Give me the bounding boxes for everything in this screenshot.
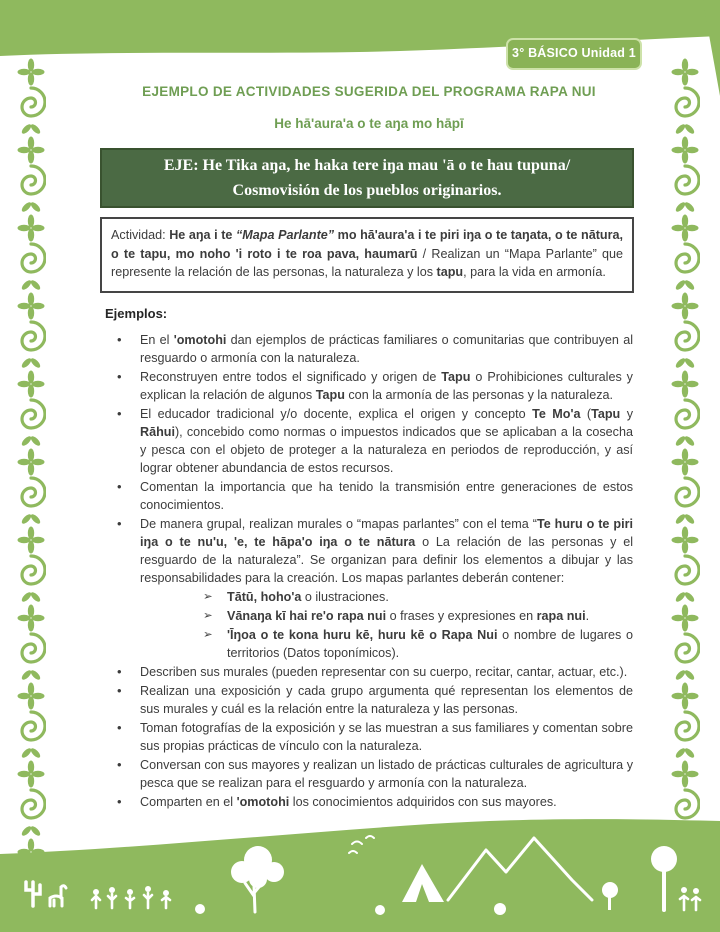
- bullet-icon: •: [117, 479, 122, 494]
- people-head: [145, 886, 151, 892]
- text-segment: Rāhui: [140, 425, 175, 439]
- page-title: EJEMPLO DE ACTIVIDADES SUGERIDA DEL PROGRAMA RAPA NUI: [142, 84, 596, 99]
- bush: [602, 882, 618, 898]
- bush: [375, 905, 385, 915]
- text-segment: dan ejemplos de prácticas familiares o comunitarias que contribuyen al resguardo o armonía con la naturaleza.: [140, 333, 633, 365]
- text-segment: Describen sus murales (pueden representar con su cuerpo, recitar, cantar, actuar, etc.).: [140, 665, 628, 679]
- text-segment: Realizan una exposición y cada grupo argumenta qué representan los elementos de sus murales y cuál es la relación entre la naturaleza y las personas.: [140, 684, 633, 716]
- list-item-text: [140, 795, 557, 809]
- unit-badge: 3° BÁSICO Unidad 1: [506, 38, 642, 70]
- people-head: [109, 887, 115, 893]
- text-segment: / Realizan un “Mapa Parlante” que represente la relación de las personas, la naturaleza y los: [111, 246, 623, 279]
- right-ornament-border: [670, 58, 700, 858]
- people-head: [681, 887, 687, 893]
- text-segment: 'Īŋoa o te kona huru kē, huru kē o Rapa Nui: [227, 628, 498, 642]
- text-segment: Tapu: [315, 388, 345, 402]
- activity-box: [100, 217, 634, 293]
- footer-landscape-illustration: [0, 812, 720, 932]
- list-item: [105, 719, 633, 755]
- bush: [494, 903, 506, 915]
- bullet-icon: •: [117, 794, 122, 809]
- list-item: [105, 478, 633, 514]
- arrow-bullet-icon: ➢: [203, 629, 213, 641]
- list-item-text: [227, 609, 589, 623]
- eje-banner: [100, 148, 634, 208]
- list-item: [105, 607, 633, 625]
- list-item: [105, 626, 633, 662]
- list-item-text: [140, 370, 633, 402]
- bullet-icon: •: [117, 664, 122, 679]
- text-segment: Tapu: [591, 407, 621, 421]
- list-item-text: [140, 665, 627, 679]
- text-segment: o nombre de lugares o territorios (Datos toponímicos).: [227, 628, 633, 660]
- examples-heading: Ejemplos:: [105, 306, 168, 321]
- list-item: [105, 756, 633, 792]
- list-item-text: [140, 721, 633, 753]
- text-segment: Tātū, hoho'a: [227, 590, 302, 604]
- bullet-icon: •: [117, 369, 122, 384]
- left-ornament-border: [16, 58, 46, 858]
- tree-foliage: [249, 870, 267, 888]
- list-item-text: [140, 758, 633, 790]
- right-tree-foliage: [651, 846, 677, 872]
- bush: [195, 904, 205, 914]
- bullet-icon: •: [117, 516, 122, 531]
- text-segment: o ilustraciones.: [301, 590, 389, 604]
- text-segment: Actividad:: [111, 228, 170, 242]
- list-item-text: [140, 333, 633, 365]
- text-segment: o Prohibiciones culturales y explican la relación de algunos: [140, 370, 633, 402]
- text-segment: Tapu: [441, 370, 471, 384]
- text-segment: mo hā'aura'a i te piri iŋa o te taŋata, o te nātura, o te tapu, mo noho 'i roto i te roa pava, haumarū: [111, 228, 624, 261]
- list-item-text: [227, 590, 389, 604]
- arrow-bullet-icon: ➢: [203, 591, 213, 603]
- text-segment: De manera grupal, realizan murales o “mapas parlantes” con el tema “: [140, 517, 537, 531]
- text-segment: , para la vida en armonía.: [463, 265, 606, 279]
- text-segment: Toman fotografías de la exposición y se las muestran a sus familiares y comentan sobre sus propias prácticas de vínculo con la naturaleza.: [140, 721, 633, 753]
- bullet-icon: •: [117, 720, 122, 735]
- list-item-text: [140, 684, 633, 716]
- text-segment: Vānaŋa kī hai re'o rapa nui: [227, 609, 387, 623]
- text-segment: o La relación de las personas y el resguardo de la naturaleza”. Se organizan para definir los elementos a dibujar y las responsabilidades para la creación. Los mapas parlantes deberán contener:: [140, 535, 633, 585]
- list-item-text: [227, 628, 633, 660]
- list-item: [105, 331, 633, 367]
- text-segment: Te Mo'a: [532, 407, 581, 421]
- text-segment: Comentan la importancia que ha tenido la transmisión entre generaciones de estos conocimientos.: [140, 480, 633, 512]
- people-head: [93, 889, 99, 895]
- bush-trunk: [608, 896, 611, 910]
- text-segment: o frases y expresiones en: [386, 609, 537, 623]
- list-item-text: [140, 480, 633, 512]
- text-segment: “Mapa Parlante”: [236, 228, 335, 242]
- text-segment: tapu: [436, 265, 464, 279]
- bullet-icon: •: [117, 757, 122, 772]
- list-item: [105, 793, 633, 811]
- text-segment: los conocimientos adquiridos con sus mayores.: [289, 795, 557, 809]
- text-segment: En el: [140, 333, 174, 347]
- list-item-text: [140, 407, 633, 475]
- examples-list: [105, 331, 633, 812]
- text-segment: con la armonía de las personas y la naturaleza.: [344, 388, 614, 402]
- list-item: [105, 368, 633, 404]
- eje-banner-line1: EJE: He Tika aŋa, he haka tere iŋa mau 'ā o te hau tupuna/: [163, 157, 571, 174]
- text-segment: 'omotohi: [236, 795, 290, 809]
- text-segment: Comparten en el: [140, 795, 237, 809]
- text-segment: Te huru o te piri iŋa o te nu'u, 'e, te hāpa'o iŋa o te nātura: [140, 517, 633, 549]
- text-segment: rapa nui: [536, 609, 586, 623]
- text-segment: y: [620, 407, 633, 421]
- text-segment: Conversan con sus mayores y realizan un listado de prácticas culturales de agricultura y pesca que se realizan para el resguardo y armonía con la naturaleza.: [140, 758, 633, 790]
- eje-banner-line2: Cosmovisión de los pueblos originarios.: [232, 182, 502, 199]
- text-segment: ), concebido como normas o impuestos indicados que se aplicaban a la cosecha y pesca con el objeto de proteger a la naturaleza en periodos de reproducción, y así lograr obtener abundancia de estos recursos.: [140, 425, 633, 475]
- text-segment: Reconstruyen entre todos el significado y origen de: [140, 370, 442, 384]
- list-item-text: [140, 517, 633, 585]
- list-item: [105, 588, 633, 606]
- bullet-icon: •: [117, 332, 122, 347]
- bullet-icon: •: [117, 406, 122, 421]
- text-segment: El educador tradicional y/o docente, explica el origen y concepto: [140, 407, 533, 421]
- list-item: [105, 405, 633, 477]
- people-head: [163, 890, 169, 896]
- list-item: [105, 663, 633, 681]
- bullet-icon: •: [117, 683, 122, 698]
- page-subtitle: He hā'aura'a o te aŋa mo hāpī: [274, 116, 464, 131]
- arrow-bullet-icon: ➢: [203, 610, 213, 622]
- text-segment: 'omotohi: [173, 333, 227, 347]
- text-segment: .: [585, 609, 590, 623]
- text-segment: He aŋa i te: [169, 228, 236, 242]
- people-head: [127, 889, 133, 895]
- list-item: [105, 515, 633, 587]
- people-head: [693, 888, 699, 894]
- text-segment: (: [580, 407, 592, 421]
- list-item: [105, 682, 633, 718]
